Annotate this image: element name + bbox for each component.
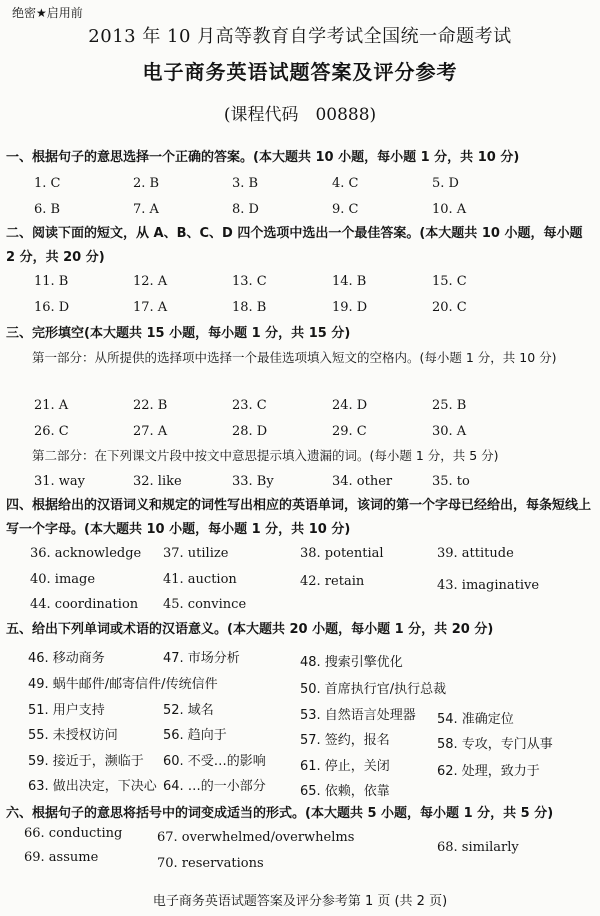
answer-item: 66. conducting	[24, 826, 123, 841]
answer-item: 45. convince	[163, 597, 247, 612]
course-code: (课程代码 00888)	[223, 105, 377, 125]
section3-heading: 三、完形填空(本大题共 15 小题，每小题 1 分，共 15 分)	[6, 326, 351, 341]
answer-item: 19. D	[332, 300, 368, 315]
answer-item: 47. 市场分析	[163, 651, 240, 666]
answer-item: 54. 准确定位	[437, 712, 514, 727]
section6-heading: 六、根据句子的意思将括号中的词变成适当的形式。(本大题共 5 小题，每小题 1 分，共 5 分)	[6, 806, 554, 821]
answer-item: 31. way	[34, 474, 86, 489]
answer-item: 37. utilize	[163, 546, 229, 561]
answer-item: 44. coordination	[30, 597, 139, 612]
answer-item: 27. A	[133, 424, 168, 439]
answer-item: 34. other	[332, 474, 393, 489]
answer-item: 16. D	[34, 300, 70, 315]
answer-item: 50. 首席执行官/执行总裁	[300, 682, 447, 697]
answer-item: 42. retain	[300, 574, 365, 589]
answer-item: 21. A	[34, 398, 69, 413]
confidential-label: 绝密★启用前	[12, 6, 83, 20]
answer-item: 12. A	[133, 274, 168, 289]
answer-item: 2. B	[133, 176, 160, 191]
answer-item: 6. B	[34, 202, 61, 217]
section5-heading: 五、给出下列单词或术语的汉语意义。(本大题共 20 小题，每小题 1 分，共 20 分)	[6, 622, 494, 637]
answer-item: 52. 域名	[163, 703, 214, 718]
answer-item: 49. 蜗牛邮件/邮寄信件/传统信件	[28, 677, 218, 692]
answer-item: 24. D	[332, 398, 368, 413]
answer-item: 32. like	[133, 474, 182, 489]
answer-item: 41. auction	[163, 572, 237, 587]
answer-item: 28. D	[232, 424, 268, 439]
answer-item: 36. acknowledge	[30, 546, 142, 561]
answer-item: 69. assume	[24, 850, 99, 865]
answer-item: 20. C	[432, 300, 467, 315]
answer-item: 18. B	[232, 300, 267, 315]
answer-item: 38. potential	[300, 546, 384, 561]
answer-item: 48. 搜索引擎优化	[300, 655, 403, 670]
answer-item: 1. C	[34, 176, 61, 191]
answer-item: 30. A	[432, 424, 467, 439]
answer-item: 64. …的一小部分	[163, 779, 266, 794]
answer-item: 51. 用户支持	[28, 703, 105, 718]
answer-item: 35. to	[432, 474, 470, 489]
answer-item: 58. 专攻，专门从事	[437, 737, 553, 752]
section2-heading: 二、阅读下面的短文，从 A、B、C、D 四个选项中选出一个最佳答案。(本大题共 10 小题，每小题 2 分，共 20 分)	[6, 226, 583, 265]
answer-item: 10. A	[432, 202, 467, 217]
answer-item: 15. C	[432, 274, 467, 289]
answer-item: 40. image	[30, 572, 96, 587]
answer-item: 22. B	[133, 398, 168, 413]
answer-item: 63. 做出决定，下决心	[28, 779, 157, 794]
answer-item: 25. B	[432, 398, 467, 413]
answer-item: 17. A	[133, 300, 168, 315]
answer-item: 62. 处理，致力于	[437, 764, 540, 779]
page-footer: 电子商务英语试题答案及评分参考第 1 页 (共 2 页)	[152, 894, 448, 909]
answer-item: 55. 未授权访问	[28, 728, 118, 743]
exam-title: 2013 年 10 月高等教育自学考试全国统一命题考试	[88, 26, 512, 47]
document-title: 电子商务英语试题答案及评分参考	[142, 60, 458, 84]
answer-item: 56. 趋向于	[163, 728, 227, 743]
answer-item: 61. 停止，关闭	[300, 759, 390, 774]
answer-item: 11. B	[34, 274, 69, 289]
answer-item: 7. A	[133, 202, 159, 217]
answer-item: 70. reservations	[157, 856, 264, 871]
answer-item: 9. C	[332, 202, 359, 217]
answer-item: 59. 接近于，濒临于	[28, 754, 144, 769]
answer-item: 39. attitude	[437, 546, 514, 561]
section3-part1-instruction: 第一部分：从所提供的选择项中选择一个最佳选项填入短文的空格内。(每小题 1 分，共 10 分)	[32, 350, 557, 365]
section1-heading: 一、根据句子的意思选择一个正确的答案。(本大题共 10 小题，每小题 1 分，共 10 分)	[6, 150, 520, 165]
answer-item: 65. 依赖，依靠	[300, 784, 390, 799]
answer-item: 14. B	[332, 274, 367, 289]
section4-heading: 四、根据给出的汉语词义和规定的词性写出相应的英语单词，该词的第一个字母已经给出，每条短线上写一个字母。(本大题共 10 小题，每小题 1 分，共 10 分)	[6, 498, 592, 537]
answer-item: 5. D	[432, 176, 459, 191]
answer-item: 53. 自然语言处理器	[300, 708, 416, 723]
section3-part2-instruction: 第二部分：在下列课文片段中按文中意思提示填入遗漏的词。(每小题 1 分，共 5 分)	[32, 448, 499, 463]
answer-item: 4. C	[332, 176, 359, 191]
answer-item: 8. D	[232, 202, 259, 217]
answer-item: 3. B	[232, 176, 259, 191]
answer-item: 57. 签约，报名	[300, 733, 390, 748]
answer-item: 43. imaginative	[437, 578, 540, 593]
answer-item: 60. 不受…的影响	[163, 754, 266, 769]
answer-item: 68. similarly	[437, 840, 519, 855]
answer-item: 23. C	[232, 398, 267, 413]
answer-item: 29. C	[332, 424, 367, 439]
answer-item: 33. By	[232, 474, 274, 489]
answer-item: 46. 移动商务	[28, 651, 105, 666]
answer-item: 13. C	[232, 274, 267, 289]
answer-item: 26. C	[34, 424, 69, 439]
answer-item: 67. overwhelmed/overwhelms	[157, 830, 355, 845]
